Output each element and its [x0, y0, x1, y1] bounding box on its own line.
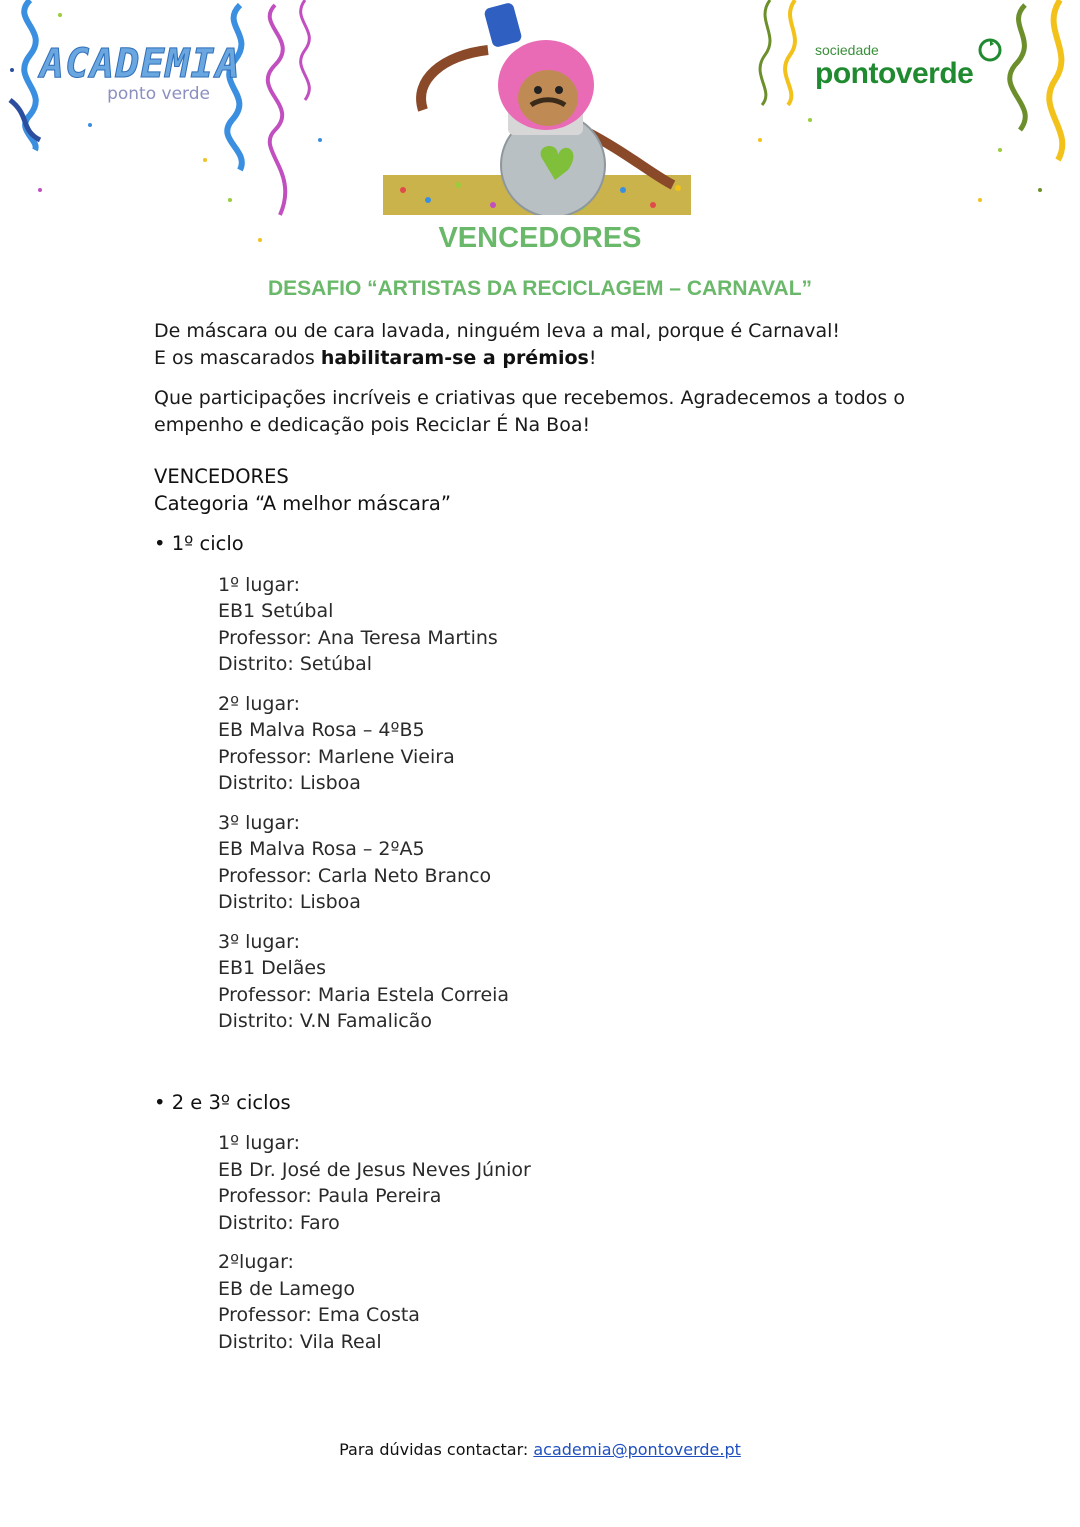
entry-place: 1º lugar:: [218, 1132, 300, 1154]
intro-line-2-bold: habilitaram-se a prémios: [320, 346, 589, 369]
entry-teacher: Professor: Maria Estela Correia: [218, 983, 510, 1006]
entry-district: Distrito: Setúbal: [218, 653, 373, 675]
winners-heading: VENCEDORES: [154, 465, 289, 488]
entry-district: Distrito: Lisboa: [218, 772, 361, 794]
winner-entry: [218, 810, 914, 916]
page-title: VENCEDORES: [438, 222, 642, 254]
group-label-2-3-ciclos: • 2 e 3º ciclos: [154, 1090, 291, 1114]
entry-teacher: Professor: Marlene Vieira: [218, 745, 455, 768]
entry-place: 2ºlugar:: [218, 1251, 294, 1273]
intro-line-2-c: !: [588, 346, 597, 369]
entry-place: 2º lugar:: [218, 692, 300, 715]
winner-entry: [218, 691, 914, 797]
winner-entry: [218, 929, 914, 1035]
streamers-left-decoration: [0, 0, 340, 250]
entry-school: EB Dr. José de Jesus Neves Júnior: [218, 1158, 531, 1181]
intro-line-2: [154, 345, 914, 372]
carnival-mascot-image: [383, 0, 691, 215]
logo-main-text: pontoverde: [815, 57, 974, 90]
entry-school: EB Malva Rosa – 2ºA5: [218, 838, 425, 860]
intro-line-2-a: E os mascarados: [154, 346, 321, 369]
entry-teacher: Professor: Paula Pereira: [218, 1185, 442, 1207]
entry-school: EB Malva Rosa – 4ºB5: [218, 719, 425, 741]
entry-district: Distrito: Faro: [218, 1211, 340, 1234]
winner-entry: [218, 1130, 914, 1236]
intro-line-1: De máscara ou de cara lavada, ninguém leva a mal, porque é Carnaval!: [154, 320, 841, 342]
entry-district: Distrito: V.N Famalicão: [218, 1010, 432, 1032]
entry-teacher: Professor: Ema Costa: [218, 1304, 420, 1326]
entry-place: 3º lugar:: [218, 811, 300, 834]
entry-district: Distrito: Vila Real: [218, 1330, 382, 1353]
winner-entry: [218, 572, 914, 678]
entry-district: Distrito: Lisboa: [218, 891, 361, 913]
entry-school: EB1 Delães: [218, 957, 326, 979]
contact-footer: [0, 1440, 1080, 1459]
entry-place: 3º lugar:: [218, 930, 300, 953]
challenge-subtitle: DESAFIO “ARTISTAS DA RECICLAGEM – CARNAVAL”: [267, 277, 813, 300]
logo-brand-text: ACADEMIA: [40, 41, 241, 87]
winner-entry: [218, 1249, 914, 1355]
entry-school: EB1 Setúbal: [218, 600, 334, 622]
footer-text: Para dúvidas contactar:: [339, 1440, 534, 1459]
logo-pre-text: sociedade: [815, 42, 879, 58]
contact-email-link[interactable]: academia@pontoverde.pt: [533, 1440, 741, 1459]
streamers-right-decoration: [740, 0, 1080, 230]
academia-ponto-verde-logo: [40, 40, 241, 104]
entry-teacher: Professor: Ana Teresa Martins: [218, 626, 498, 649]
entry-teacher: Professor: Carla Neto Branco: [218, 864, 492, 887]
recycle-icon: [978, 38, 1002, 62]
intro-paragraph-2: Que participações incríveis e criativas que recebemos. Agradecemos a todos o empenho e dedicação pois Reciclar É Na Boa!: [154, 387, 905, 436]
entry-school: EB de Lamego: [218, 1277, 355, 1300]
logo-sub-text: ponto verde: [107, 84, 210, 104]
entry-place: 1º lugar:: [218, 573, 300, 596]
group-label-1-ciclo: • 1º ciclo: [154, 532, 244, 555]
document-body: [154, 318, 914, 1355]
sociedade-ponto-verde-logo: [815, 42, 973, 90]
winners-category: Categoria “A melhor máscara”: [154, 491, 451, 515]
